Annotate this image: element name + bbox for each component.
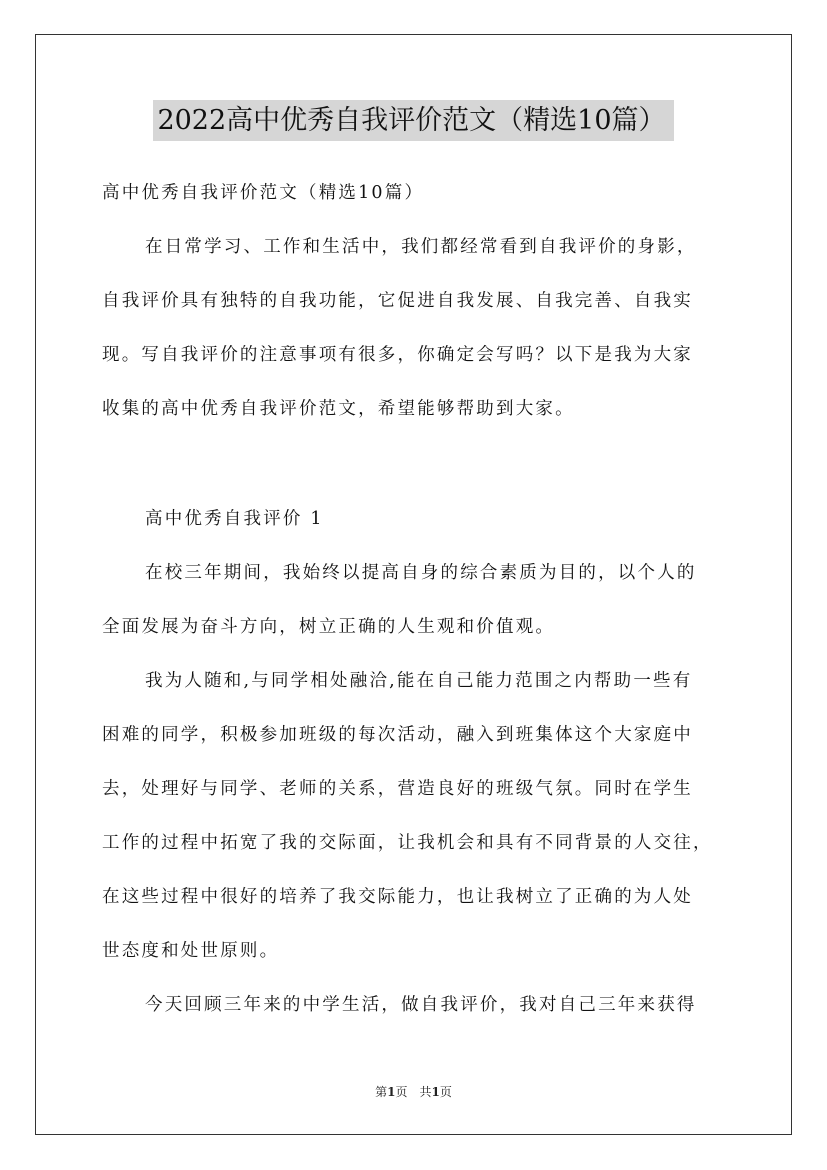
footer-page-total: 1 bbox=[431, 1085, 440, 1099]
section-heading: 高中优秀自我评价 1 bbox=[145, 509, 324, 529]
paragraph-1 bbox=[102, 546, 742, 654]
paragraph-line: 工作的过程中拓宽了我的交际面，让我机会和具有不同背景的人交往， bbox=[102, 833, 713, 853]
intro-line: 自我评价具有独特的自我功能，它促进自我发展、自我完善、自我实 bbox=[102, 291, 693, 311]
intro-line: 在日常学习、工作和生活中，我们都经常看到自我评价的身影， bbox=[145, 237, 697, 257]
footer-page-number: 1 bbox=[387, 1085, 396, 1099]
footer-page-mid: 页 共 bbox=[395, 1085, 432, 1099]
intro-line: 收集的高中优秀自我评价范文，希望能够帮助到大家。 bbox=[102, 399, 575, 419]
subtitle-block bbox=[102, 166, 742, 220]
paragraph-line: 困难的同学，积极参加班级的每次活动，融入到班集体这个大家庭中 bbox=[102, 725, 693, 745]
footer-page-suffix: 页 bbox=[439, 1085, 452, 1099]
paragraph-line: 我为人随和,与同学相处融洽,能在自己能力范围之内帮助一些有 bbox=[145, 671, 693, 691]
paragraph-3 bbox=[102, 978, 742, 1032]
subtitle: 高中优秀自我评价范文（精选10篇） bbox=[102, 183, 425, 203]
intro-paragraph bbox=[102, 220, 742, 436]
intro-line: 现。写自我评价的注意事项有很多，你确定会写吗？以下是我为大家 bbox=[102, 345, 693, 365]
page-footer bbox=[0, 1083, 827, 1100]
section-heading-block bbox=[102, 492, 742, 546]
paragraph-line: 在这些过程中很好的培养了我交际能力，也让我树立了正确的为人处 bbox=[102, 887, 693, 907]
paragraph-line: 今天回顾三年来的中学生活，做自我评价，我对自己三年来获得 bbox=[145, 995, 697, 1015]
title-block bbox=[0, 100, 827, 141]
paragraph-line: 世态度和处世原则。 bbox=[102, 941, 280, 961]
paragraph-line: 在校三年期间，我始终以提高自身的综合素质为目的，以个人的 bbox=[145, 563, 697, 583]
paragraph-2 bbox=[102, 654, 742, 978]
document-title: 2022高中优秀自我评价范文（精选10篇） bbox=[153, 100, 673, 141]
paragraph-line: 全面发展为奋斗方向，树立正确的人生观和价值观。 bbox=[102, 617, 556, 637]
paragraph-line: 去，处理好与同学、老师的关系，营造良好的班级气氛。同时在学生 bbox=[102, 779, 693, 799]
footer-page-prefix: 第 bbox=[375, 1085, 388, 1099]
